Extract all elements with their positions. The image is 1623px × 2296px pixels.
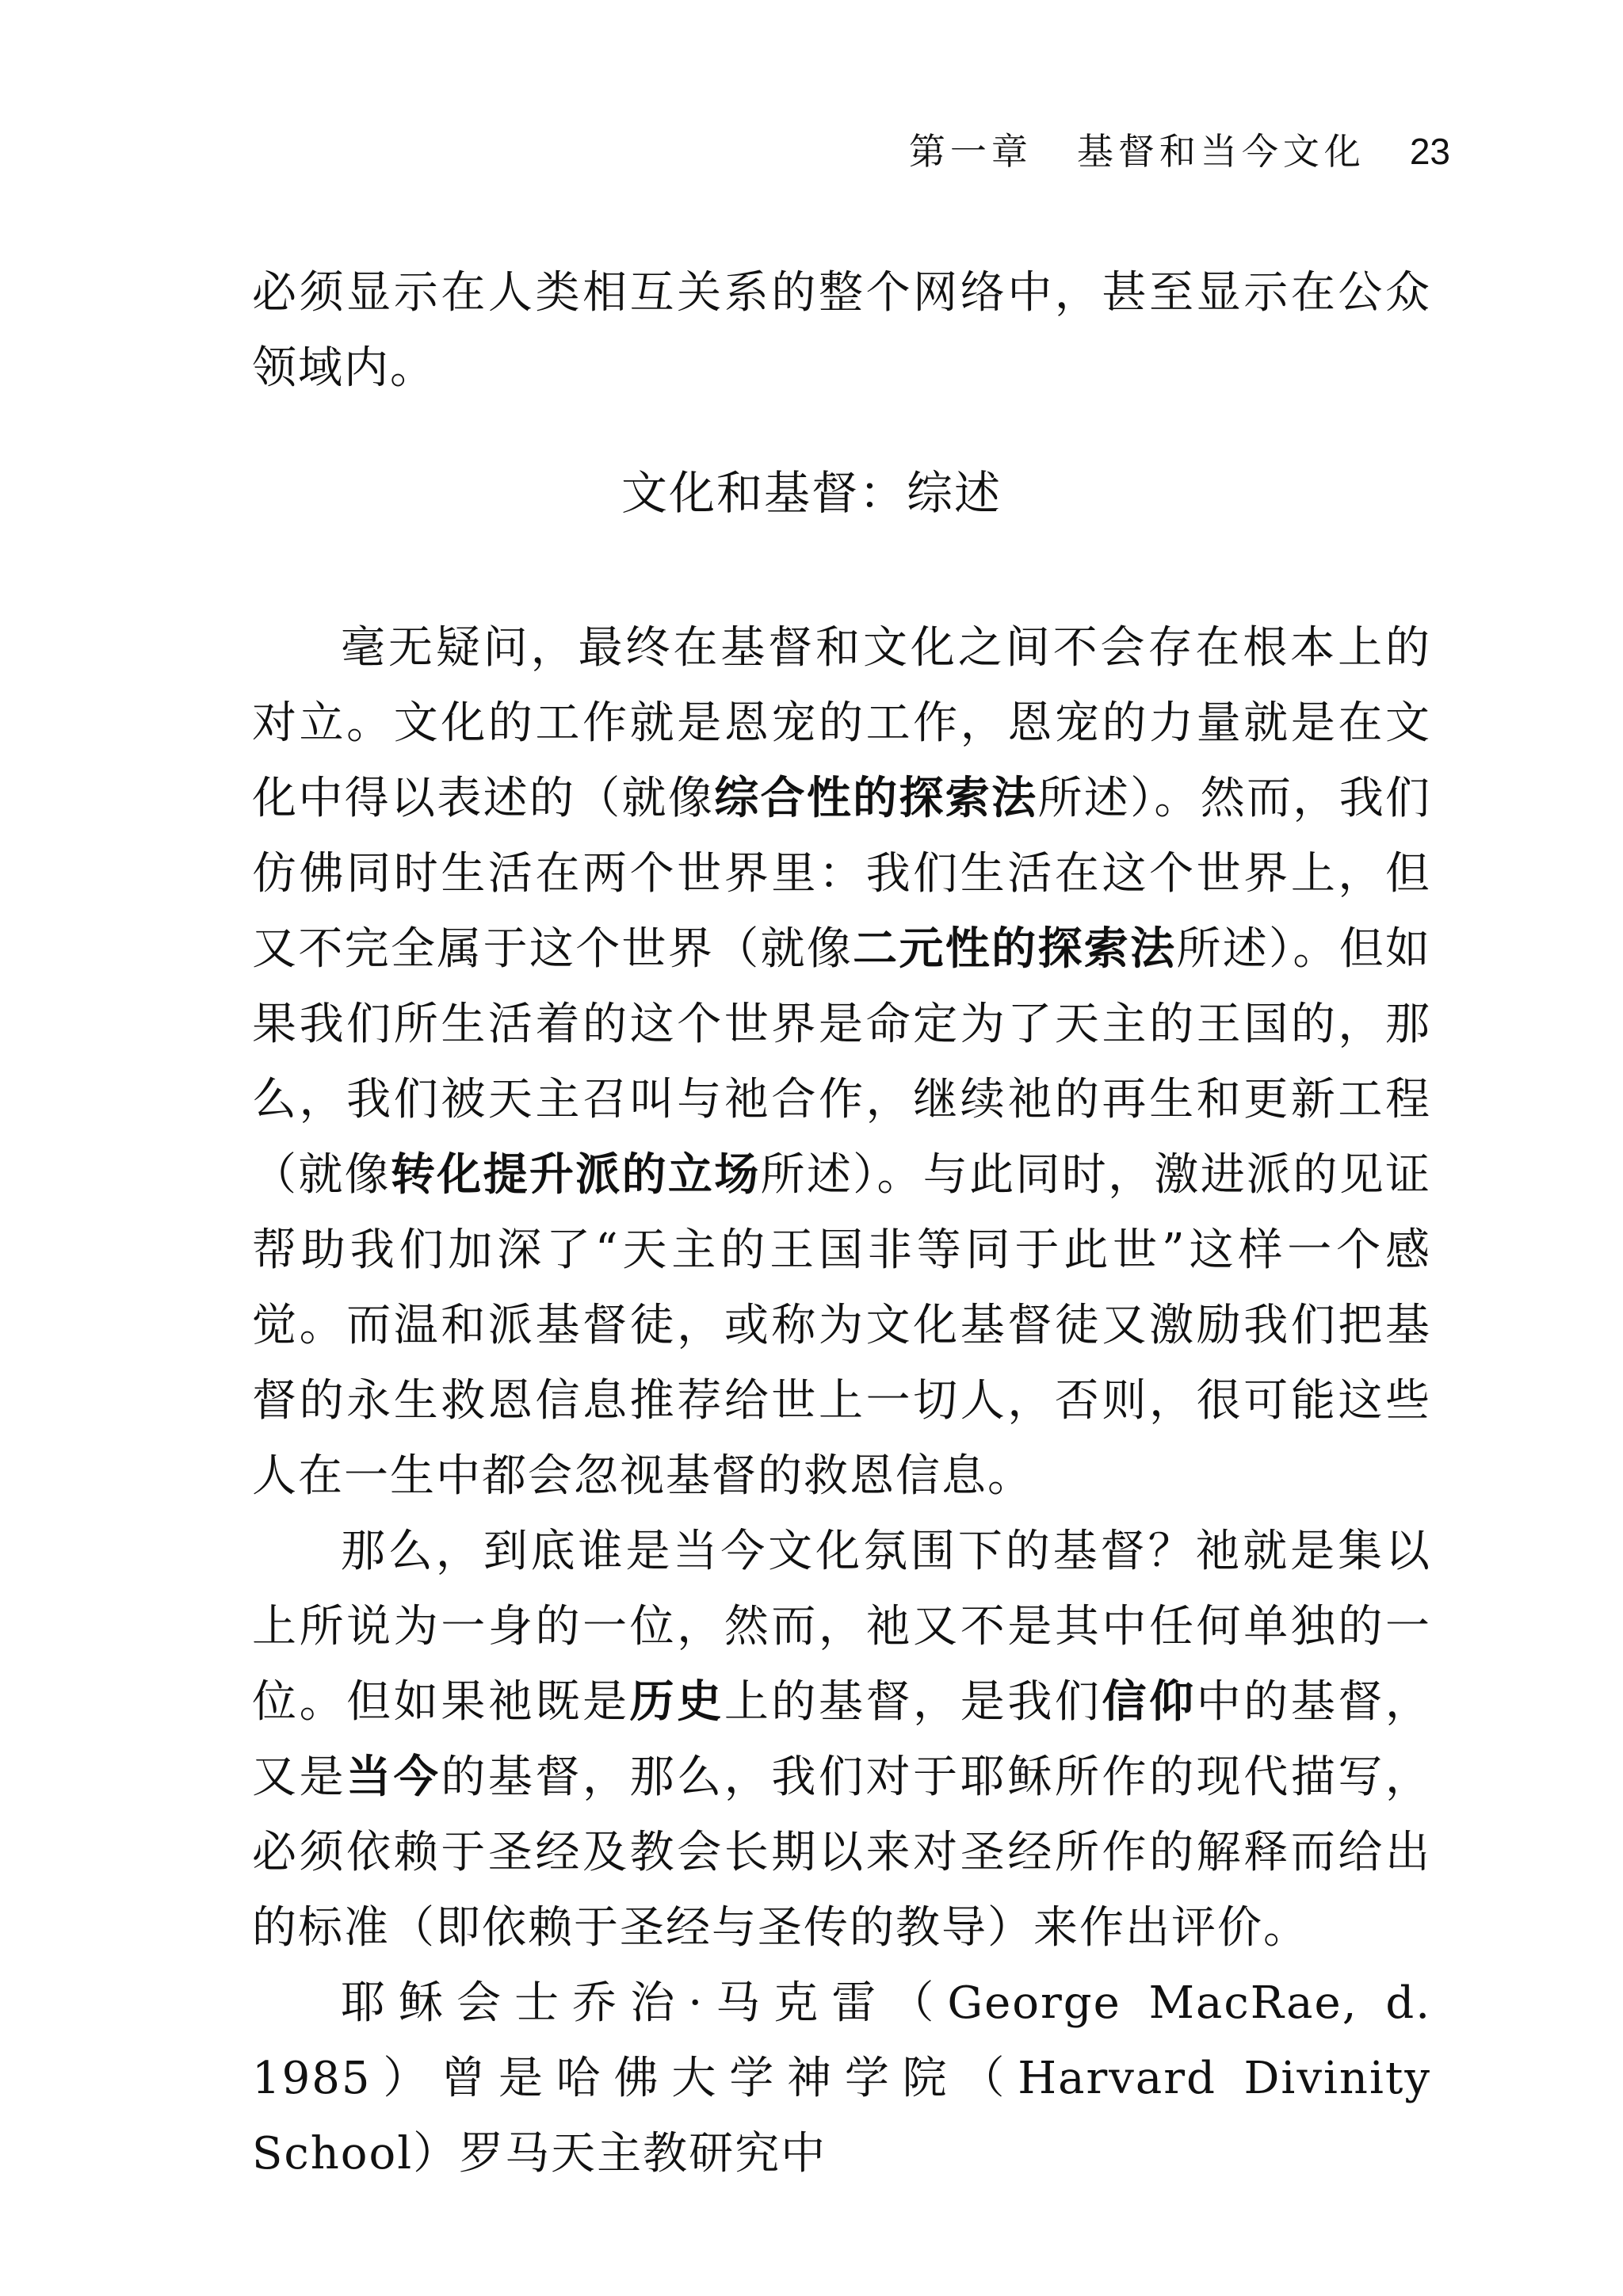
p2-text-4: 的基督，那么，我们对于耶稣所作的现代描写，必须依赖于圣经及教会长期以来对圣经所作的解释而给出的标准（即依赖于圣经与圣传的教导）来作出评价。 xyxy=(252,1752,1432,1954)
p2-emphasis-2: 信仰 xyxy=(1102,1676,1197,1728)
running-head xyxy=(908,130,1450,173)
p2-emphasis-1: 历史 xyxy=(629,1676,724,1728)
p1-text-2: 所述）。然而，我们仿佛同时生活在两个世界里：我们生活在这个世界上，但又不完全属于这个世界（就像 xyxy=(252,773,1432,975)
page-number: 23 xyxy=(1409,131,1450,172)
p1-emphasis-2: 二元性的探索法 xyxy=(853,923,1177,975)
chapter-title: 基督和当今文化 xyxy=(1076,130,1365,173)
section-heading: 文化和基督：综述 xyxy=(621,466,1002,520)
p1-text-3: 所述）。但如果我们所生活着的这个世界是命定为了天主的王国的，那么，我们被天主召叫与祂合作，继续祂的再生和更新工程（就像 xyxy=(252,923,1432,1201)
p2-emphasis-3: 当今 xyxy=(346,1752,441,1803)
body-text xyxy=(252,610,1431,2191)
p1-text-4: 所述）。与此同时，激进派的见证帮助我们加深了“天主的王国非等同于此世”这样一个感觉。而温和派基督徒，或称为文化基督徒又激励我们把基督的永生救恩信息推荐给世上一切人，否则，很可能这些人在一生中都会忽视基督的救恩信息。 xyxy=(252,1149,1432,1502)
paragraph-1 xyxy=(252,610,1431,1514)
intro-block xyxy=(252,255,1431,406)
paragraph-2 xyxy=(252,1514,1431,1966)
p2-text-1: 那么，到底谁是当今文化氛围下的基督？祂就是集以上所说为一身的一位，然而，祂又不是其中任何单独的一位。但如果祂既是 xyxy=(252,1526,1431,1728)
p1-emphasis-1: 综合性的探索法 xyxy=(714,773,1038,824)
intro-paragraph: 必须显示在人类相互关系的整个网络中，甚至显示在公众领域内。 xyxy=(252,267,1431,394)
chapter-label: 第一章 xyxy=(908,130,1033,173)
paragraph-3: 耶稣会士乔治·马克雷（George MacRae, d. 1985）曾是哈佛大学神学院（Harvard Divinity School）罗马天主教研究中 xyxy=(252,1977,1431,2179)
p1-emphasis-3: 转化提升派的立场 xyxy=(390,1149,761,1201)
p2-text-3: 中的基督，又是 xyxy=(252,1676,1432,1803)
p1-text-1: 毫无疑问，最终在基督和文化之间不会存在根本上的对立。文化的工作就是恩宠的工作，恩宠的力量就是在文化中得以表述的（就像 xyxy=(252,622,1431,824)
p2-text-2: 上的基督，是我们 xyxy=(724,1676,1102,1728)
